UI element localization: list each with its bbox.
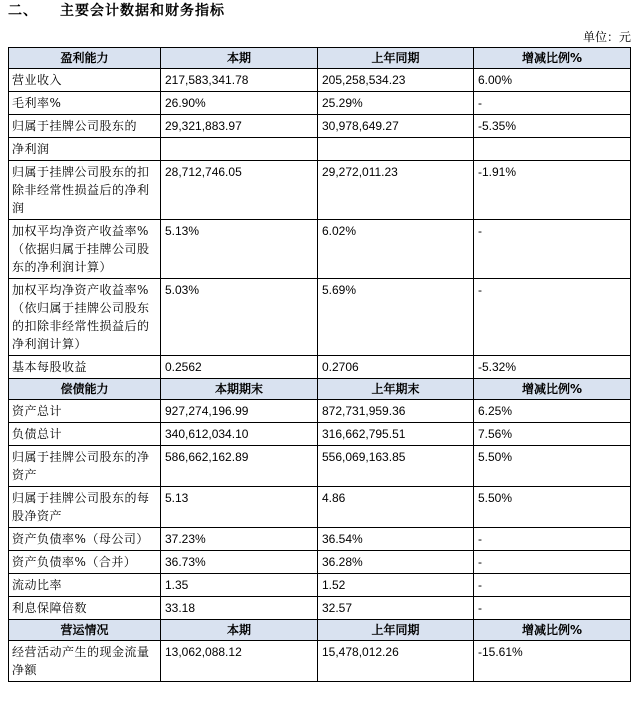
header-cell: 本期 [161, 620, 318, 641]
change-percent: 7.56% [474, 423, 631, 446]
table-row [9, 551, 631, 574]
header-cell: 上年期末 [318, 379, 474, 400]
prior-value: 29,272,011.23 [318, 161, 474, 220]
section-heading [8, 0, 225, 20]
change-percent: -5.32% [474, 356, 631, 379]
current-value: 586,662,162.89 [161, 446, 318, 487]
prior-value: 1.52 [318, 574, 474, 597]
header-cell: 偿债能力 [9, 379, 161, 400]
table-row [9, 115, 631, 138]
change-percent: - [474, 551, 631, 574]
prior-value: 872,731,959.36 [318, 400, 474, 423]
table-row [9, 423, 631, 446]
change-percent: 6.25% [474, 400, 631, 423]
current-value [161, 138, 318, 161]
current-value: 26.90% [161, 92, 318, 115]
prior-value: 15,478,012.26 [318, 641, 474, 682]
prior-value: 316,662,795.51 [318, 423, 474, 446]
current-value: 36.73% [161, 551, 318, 574]
section-title: 主要会计数据和财务指标 [60, 3, 225, 19]
prior-value: 36.54% [318, 528, 474, 551]
prior-value: 0.2706 [318, 356, 474, 379]
row-label: 资产总计 [9, 400, 161, 423]
table-row [9, 356, 631, 379]
header-cell: 增减比例% [474, 379, 631, 400]
change-percent: 5.50% [474, 487, 631, 528]
header-cell: 上年同期 [318, 620, 474, 641]
table-row [9, 138, 631, 161]
row-label: 加权平均净资产收益率%（依归属于挂牌公司股东的扣除非经常性损益后的净利润计算） [9, 279, 161, 356]
current-value: 0.2562 [161, 356, 318, 379]
current-value: 217,583,341.78 [161, 69, 318, 92]
row-label: 资产负债率%（合并） [9, 551, 161, 574]
prior-value: 32.57 [318, 597, 474, 620]
row-label: 归属于挂牌公司股东的净资产 [9, 446, 161, 487]
profitability-header-row [9, 48, 631, 69]
current-value: 28,712,746.05 [161, 161, 318, 220]
prior-value: 36.28% [318, 551, 474, 574]
change-percent [474, 138, 631, 161]
table-row [9, 446, 631, 487]
table-row [9, 574, 631, 597]
table-row [9, 69, 631, 92]
change-percent: - [474, 528, 631, 551]
change-percent: - [474, 279, 631, 356]
unit-label: 单位：元 [582, 30, 631, 44]
row-label: 归属于挂牌公司股东的扣除非经常性损益后的净利润 [9, 161, 161, 220]
prior-value: 205,258,534.23 [318, 69, 474, 92]
table-row [9, 597, 631, 620]
header-cell: 盈利能力 [9, 48, 161, 69]
current-value: 37.23% [161, 528, 318, 551]
table-row [9, 528, 631, 551]
prior-value: 25.29% [318, 92, 474, 115]
section-number: 二、 [8, 3, 38, 19]
row-label: 加权平均净资产收益率%（依据归属于挂牌公司股东的净利润计算） [9, 220, 161, 279]
prior-value: 30,978,649.27 [318, 115, 474, 138]
current-value: 927,274,196.99 [161, 400, 318, 423]
prior-value [318, 138, 474, 161]
row-label: 经营活动产生的现金流量净额 [9, 641, 161, 682]
current-value: 5.03% [161, 279, 318, 356]
row-label: 资产负债率%（母公司） [9, 528, 161, 551]
header-cell: 营运情况 [9, 620, 161, 641]
table-row [9, 641, 631, 682]
prior-value: 5.69% [318, 279, 474, 356]
row-label: 毛利率% [9, 92, 161, 115]
table-row [9, 487, 631, 528]
table-row [9, 279, 631, 356]
header-cell: 上年同期 [318, 48, 474, 69]
current-value: 340,612,034.10 [161, 423, 318, 446]
change-percent: 6.00% [474, 69, 631, 92]
prior-value: 556,069,163.85 [318, 446, 474, 487]
change-percent: -5.35% [474, 115, 631, 138]
header-cell: 增减比例% [474, 620, 631, 641]
current-value: 29,321,883.97 [161, 115, 318, 138]
row-label: 基本每股收益 [9, 356, 161, 379]
row-label: 营业收入 [9, 69, 161, 92]
change-percent: -1.91% [474, 161, 631, 220]
solvency-header-row [9, 379, 631, 400]
row-label: 归属于挂牌公司股东的 [9, 115, 161, 138]
change-percent: - [474, 220, 631, 279]
table-row [9, 92, 631, 115]
change-percent: 5.50% [474, 446, 631, 487]
change-percent: - [474, 574, 631, 597]
row-label: 流动比率 [9, 574, 161, 597]
operations-header-row [9, 620, 631, 641]
row-label: 净利润 [9, 138, 161, 161]
current-value: 33.18 [161, 597, 318, 620]
table-row [9, 161, 631, 220]
change-percent: - [474, 92, 631, 115]
change-percent: - [474, 597, 631, 620]
table-row [9, 220, 631, 279]
row-label: 归属于挂牌公司股东的每股净资产 [9, 487, 161, 528]
current-value: 13,062,088.12 [161, 641, 318, 682]
header-cell: 本期期末 [161, 379, 318, 400]
row-label: 利息保障倍数 [9, 597, 161, 620]
current-value: 5.13% [161, 220, 318, 279]
header-cell: 本期 [161, 48, 318, 69]
current-value: 5.13 [161, 487, 318, 528]
table-row [9, 400, 631, 423]
prior-value: 6.02% [318, 220, 474, 279]
current-value: 1.35 [161, 574, 318, 597]
prior-value: 4.86 [318, 487, 474, 528]
change-percent: -15.61% [474, 641, 631, 682]
header-cell: 增减比例% [474, 48, 631, 69]
financial-indicators-table [8, 47, 631, 682]
row-label: 负债总计 [9, 423, 161, 446]
